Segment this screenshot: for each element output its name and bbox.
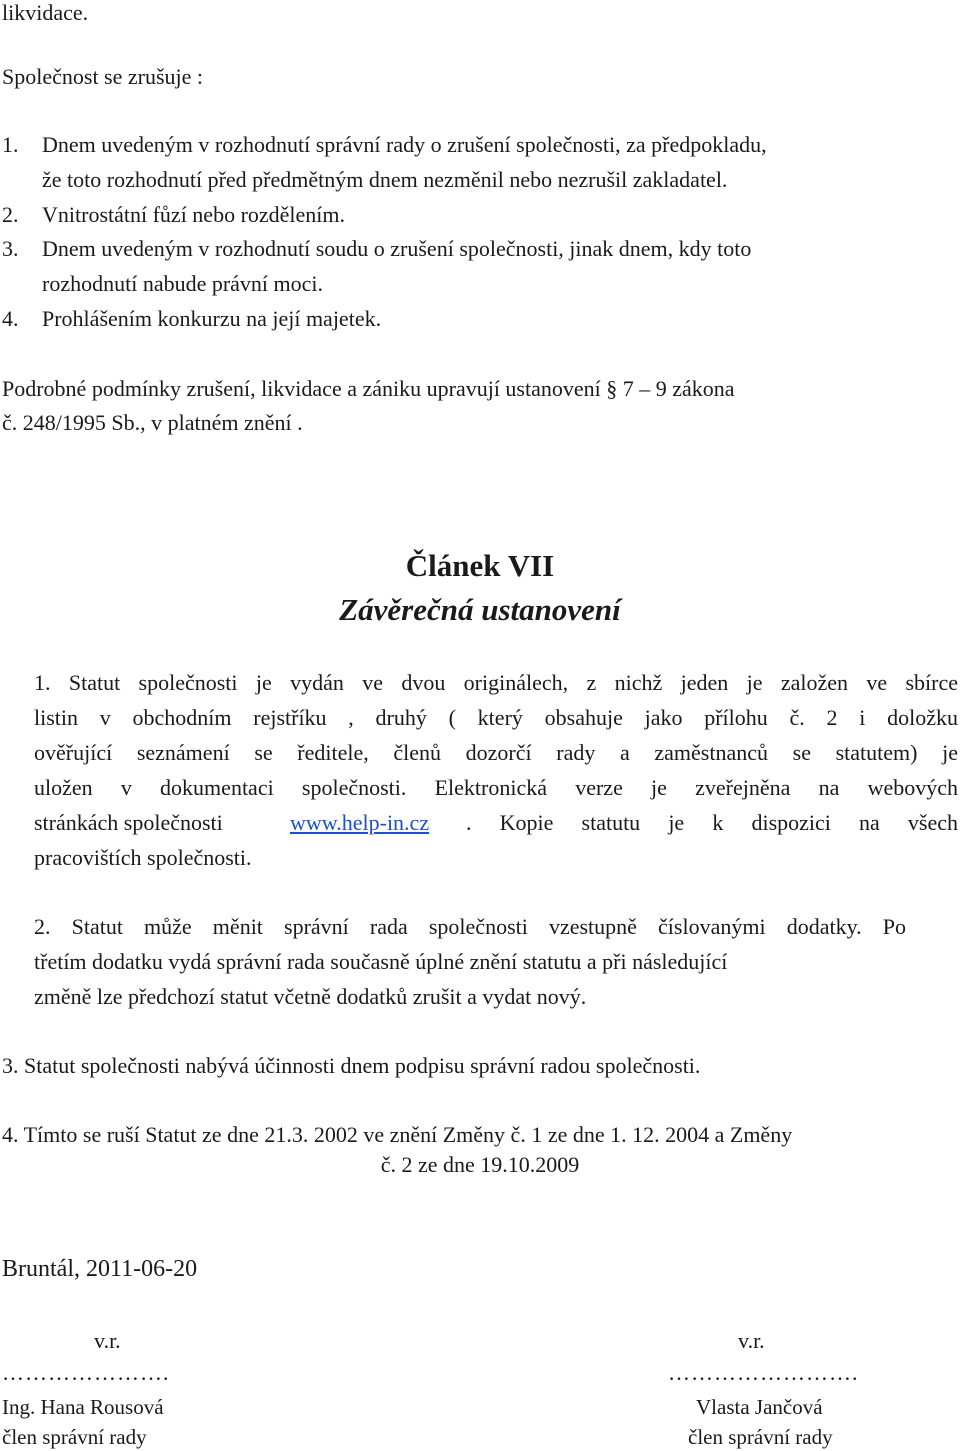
article-title: Článek VII <box>405 548 555 583</box>
p1-line-3: ověřující seznámení se ředitele, členů dozorčí rady a zaměstnanců se statutem) je <box>34 740 958 765</box>
p4-line-1: 4. Tímto se ruší Statut ze dne 21.3. 2002 ve znění Změny č. 1 ze dne 1. 12. 2004 a Změny <box>2 1122 793 1147</box>
signature-right-name: Vlasta Jančová <box>696 1395 823 1419</box>
signature-left-role: člen správní rady <box>2 1425 147 1449</box>
item-3-line-2: rozhodnutí nabude právní moci. <box>42 271 324 296</box>
item-number-1: 1. <box>2 132 19 157</box>
signature-right-dots: ……………………. <box>668 1360 859 1385</box>
p3-line-1: 3. Statut společnosti nabývá účinnosti dnem podpisu správní radou společnosti. <box>2 1053 701 1078</box>
p2-line-2: třetím dodatku vydá správní rada současně úplné znění statutu a při následující <box>34 949 728 974</box>
item-number-4: 4. <box>2 306 19 331</box>
item-1-line-2: že toto rozhodnutí před předmětným dnem nezměnil nebo nezrušil zakladatel. <box>42 167 728 192</box>
place-date: Bruntál, 2011-06-20 <box>2 1256 198 1282</box>
p1-line-6: pracovištích společnosti. <box>34 845 252 870</box>
signature-right-vr: v.r. <box>738 1328 765 1353</box>
p1-line-1: 1. Statut společnosti je vydán ve dvou originálech, z nichž jeden je založen ve sbírce <box>34 670 958 695</box>
signature-left-vr: v.r. <box>94 1328 121 1353</box>
legal-reference-line-2: č. 248/1995 Sb., v platném znění . <box>2 410 303 435</box>
signature-right-role: člen správní rady <box>688 1425 833 1449</box>
p1-line-4: uložen v dokumentaci společnosti. Elektronická verze je zveřejněna na webových <box>34 775 958 800</box>
signature-left-dots: …………………. <box>2 1360 170 1385</box>
p1-line-5-end: . Kopie statutu je k dispozici na všech <box>466 810 958 835</box>
p2-line-3: změně lze předchozí statut včetně dodatků zrušit a vydat nový. <box>34 984 587 1009</box>
item-3-line-1: Dnem uvedeným v rozhodnutí soudu o zrušení společnosti, jinak dnem, kdy toto <box>42 236 752 261</box>
website-link[interactable]: www.help-in.cz <box>290 810 430 835</box>
item-1-line-1: Dnem uvedeným v rozhodnutí správní rady o zrušení společnosti, za předpokladu, <box>42 132 767 157</box>
item-4-line-1: Prohlášením konkurzu na její majetek. <box>42 306 382 331</box>
p4-line-2: č. 2 ze dne 19.10.2009 <box>380 1152 580 1177</box>
item-number-3: 3. <box>2 236 19 261</box>
p1-line-5-start: stránkách společnosti <box>34 810 223 835</box>
signature-left-name: Ing. Hana Rousová <box>2 1395 164 1419</box>
legal-reference-line-1: Podrobné podmínky zrušení, likvidace a zániku upravují ustanovení § 7 – 9 zákona <box>2 376 735 401</box>
p2-line-1: 2. Statut může měnit správní rada společnosti vzestupně číslovanými dodatky. Po <box>34 914 906 939</box>
article-subtitle: Závěrečná ustanovení <box>339 592 621 627</box>
item-number-2: 2. <box>2 202 19 227</box>
p1-line-2: listin v obchodním rejstříku , druhý ( který obsahuje jako přílohu č. 2 i doložku <box>34 705 958 730</box>
item-2-line-1: Vnitrostátní fůzí nebo rozdělením. <box>42 202 346 227</box>
text-zrusuje-heading: Společnost se zrušuje : <box>2 64 204 89</box>
text-likvidace: likvidace. <box>2 0 89 25</box>
